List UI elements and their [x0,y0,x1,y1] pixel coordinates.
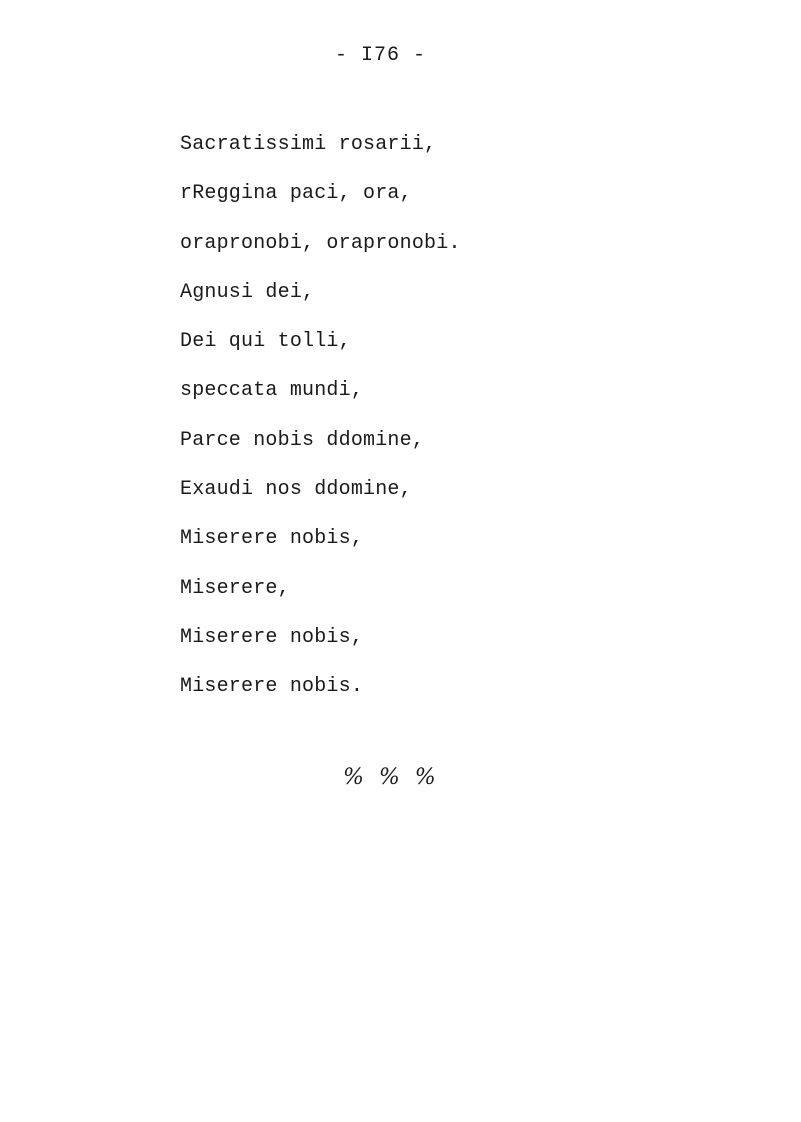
section-end-mark: % % % [343,765,440,790]
verse-line: Sacratissimi rosarii, [180,133,437,156]
verse-line: Miserere nobis. [180,675,364,699]
verse-line: speccata mundi, [180,379,364,403]
verse-line: Agnusi dei, [180,280,315,304]
verse-line: orapronobi, orapronobi. [180,231,461,255]
verse-line: Miserere, [180,576,290,600]
verse-line: Dei qui tolli, [180,330,351,354]
page-number: - I76 - [334,44,426,67]
verse-line: Miserere nobis, [180,625,364,649]
verse-line: Miserere nobis, [180,527,364,551]
verse-line: Exaudi nos ddomine, [180,478,412,502]
verse-line: Parce nobis ddomine, [180,428,425,452]
verse-block [180,130,461,722]
verse-line: rReggina paci, ora, [180,182,412,206]
